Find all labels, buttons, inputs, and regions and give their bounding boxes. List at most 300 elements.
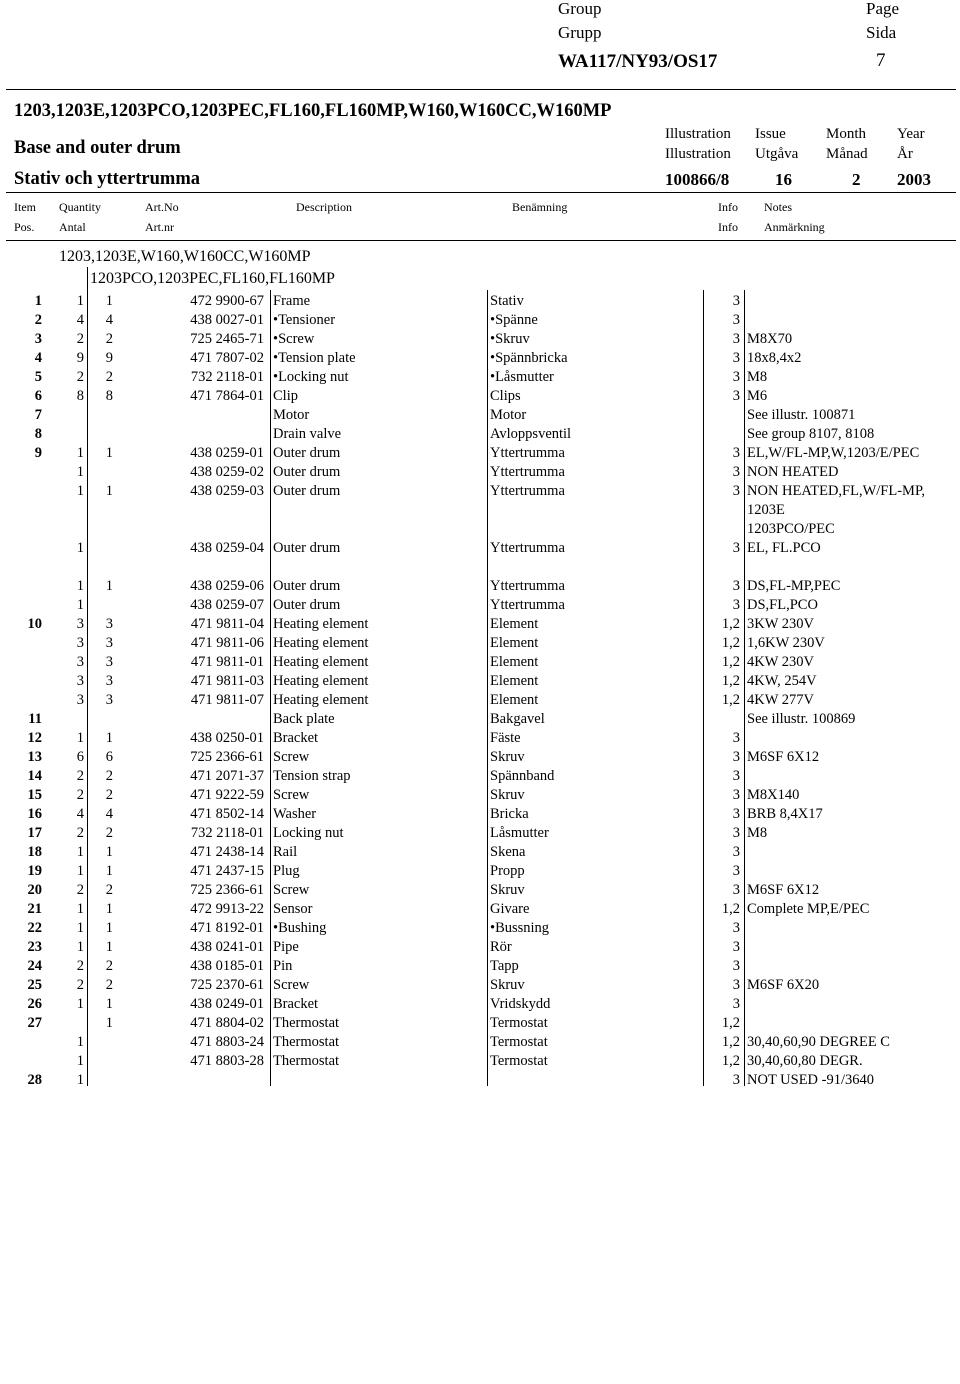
cell-pos: 28 <box>27 1072 42 1088</box>
cell-qty-b: 2 <box>105 958 113 974</box>
month-value: 2 <box>852 170 861 189</box>
cell-pos: 15 <box>27 787 42 803</box>
table-row <box>0 957 960 976</box>
cell-qty-b: 3 <box>105 692 113 708</box>
cell-qty-a: 2 <box>76 331 84 347</box>
cell-benamning: Element <box>490 654 539 670</box>
cell-description: Bracket <box>273 996 319 1012</box>
cell-qty-b: 6 <box>105 749 113 765</box>
cell-info: 1,2 <box>721 1015 740 1031</box>
table-row <box>0 691 960 710</box>
cell-pos: 10 <box>27 616 42 632</box>
year-value: 2003 <box>897 170 931 189</box>
cell-benamning: Yttertrumma <box>490 597 565 613</box>
cell-artno: 471 7807-02 <box>190 350 264 366</box>
cell-qty-a: 9 <box>76 350 84 366</box>
cell-info: 3 <box>732 350 740 366</box>
cell-info: 1,2 <box>721 901 740 917</box>
table-row <box>0 501 960 520</box>
cell-notes: M8X70 <box>747 331 793 347</box>
cell-qty-a: 1 <box>76 939 84 955</box>
cell-qty-a: 2 <box>76 369 84 385</box>
cell-qty-b: 1 <box>105 901 113 917</box>
cell-qty-b: 1 <box>105 293 113 309</box>
cell-info: 3 <box>732 445 740 461</box>
cell-info: 1,2 <box>721 635 740 651</box>
cell-benamning: Rör <box>490 939 512 955</box>
col-info: Info <box>718 200 738 214</box>
table-row <box>0 615 960 634</box>
cell-pos: 5 <box>34 369 42 385</box>
cell-pos: 18 <box>27 844 42 860</box>
cell-info: 3 <box>732 369 740 385</box>
cell-artno: 471 9811-07 <box>190 692 264 708</box>
cell-artno: 471 9222-59 <box>190 787 264 803</box>
cell-qty-a: 1 <box>76 540 84 556</box>
cell-artno: 438 0241-01 <box>190 939 264 955</box>
cell-qty-b: 2 <box>105 882 113 898</box>
cell-qty-b: 1 <box>105 939 113 955</box>
table-row <box>0 729 960 748</box>
table-row <box>0 482 960 501</box>
cell-pos: 27 <box>27 1015 42 1031</box>
cell-qty-a: 2 <box>76 977 84 993</box>
col-quantity-sv: Antal <box>59 220 86 234</box>
cell-info: 3 <box>732 958 740 974</box>
cell-benamning: Stativ <box>490 293 524 309</box>
cell-benamning: Spännband <box>490 768 555 784</box>
cell-info: 3 <box>732 825 740 841</box>
cell-qty-a: 1 <box>76 996 84 1012</box>
cell-notes: BRB 8,4X17 <box>747 806 823 822</box>
cell-description: Screw <box>273 882 310 898</box>
col-notes: Notes <box>764 200 792 214</box>
model-group-2: 1203PCO,1203PEC,FL160,FL160MP <box>90 270 335 287</box>
cell-benamning: Skruv <box>490 749 525 765</box>
cell-qty-b: 1 <box>105 483 113 499</box>
cell-description: •Locking nut <box>273 369 349 385</box>
sida-label: Sida <box>866 23 897 42</box>
cell-notes: 18x8,4x2 <box>747 350 802 366</box>
cell-pos: 9 <box>34 445 42 461</box>
models-title: 1203,1203E,1203PCO,1203PEC,FL160,FL160MP,W160,W160CC,W160MP <box>14 101 612 121</box>
cell-info: 3 <box>732 806 740 822</box>
table-row <box>0 843 960 862</box>
cell-notes: See illustr. 100871 <box>747 407 856 423</box>
cell-qty-b: 2 <box>105 331 113 347</box>
cell-description: Thermostat <box>273 1053 340 1069</box>
cell-artno: 438 0249-01 <box>190 996 264 1012</box>
table-row <box>0 881 960 900</box>
cell-artno: 471 8192-01 <box>190 920 264 936</box>
cell-description: Outer drum <box>273 445 341 461</box>
cell-artno: 438 0259-04 <box>190 540 264 556</box>
cell-description: Screw <box>273 787 310 803</box>
cell-notes: 4KW 230V <box>747 654 814 670</box>
illustration-label: Illustration <box>665 126 731 142</box>
cell-info: 1,2 <box>721 1053 740 1069</box>
page-label: Page <box>866 0 900 18</box>
cell-info: 3 <box>732 388 740 404</box>
cell-pos: 2 <box>34 312 42 328</box>
table-row <box>0 653 960 672</box>
cell-info: 1,2 <box>721 673 740 689</box>
cell-description: Pipe <box>273 939 299 955</box>
title-en: Base and outer drum <box>14 138 181 158</box>
cell-benamning: Propp <box>490 863 525 879</box>
cell-notes: NON HEATED,FL,W/FL-MP, <box>747 483 926 499</box>
cell-description: Tension strap <box>273 768 351 784</box>
table-row <box>0 311 960 330</box>
cell-description: •Screw <box>273 331 315 347</box>
cell-qty-a: 1 <box>76 464 84 480</box>
cell-benamning: Skruv <box>490 977 525 993</box>
table-row <box>0 387 960 406</box>
cell-notes: M6SF 6X12 <box>747 882 820 898</box>
cell-qty-a: 2 <box>76 882 84 898</box>
cell-qty-a: 2 <box>76 958 84 974</box>
cell-description: Heating element <box>273 616 369 632</box>
cell-qty-b: 3 <box>105 654 113 670</box>
cell-info: 3 <box>732 882 740 898</box>
cell-artno: 438 0259-07 <box>190 597 264 613</box>
cell-info: 3 <box>732 768 740 784</box>
cell-description: Motor <box>273 407 310 423</box>
cell-qty-a: 1 <box>76 863 84 879</box>
cell-benamning: •Skruv <box>490 331 530 347</box>
cell-notes: 4KW, 254V <box>747 673 817 689</box>
cell-artno: 471 2071-37 <box>190 768 264 784</box>
cell-pos: 4 <box>34 350 42 366</box>
cell-qty-b: 2 <box>105 977 113 993</box>
cell-pos: 6 <box>34 388 42 404</box>
cell-artno: 725 2465-71 <box>190 331 264 347</box>
table-row <box>0 634 960 653</box>
cell-info: 3 <box>732 730 740 746</box>
cell-benamning: Yttertrumma <box>490 445 565 461</box>
cell-notes: 4KW 277V <box>747 692 814 708</box>
cell-description: Outer drum <box>273 540 341 556</box>
cell-description: Heating element <box>273 635 369 651</box>
col-artno-sv: Art.nr <box>145 220 174 234</box>
cell-benamning: Yttertrumma <box>490 578 565 594</box>
table-row <box>0 444 960 463</box>
cell-qty-b: 2 <box>105 768 113 784</box>
cell-qty-a: 2 <box>76 768 84 784</box>
cell-qty-a: 3 <box>76 673 84 689</box>
cell-artno: 732 2118-01 <box>190 825 264 841</box>
cell-description: Screw <box>273 977 310 993</box>
table-row <box>0 1014 960 1033</box>
cell-qty-b: 1 <box>105 863 113 879</box>
cell-benamning: •Spännbricka <box>490 350 568 366</box>
cell-notes: M6 <box>747 388 768 404</box>
cell-pos: 19 <box>27 863 42 879</box>
cell-qty-a: 1 <box>76 1053 84 1069</box>
col-artno: Art.No <box>145 200 179 214</box>
table-row <box>0 900 960 919</box>
col-item-sv: Pos. <box>14 220 35 234</box>
cell-notes: 30,40,60,90 DEGREE C <box>747 1034 890 1050</box>
cell-benamning: Vridskydd <box>490 996 551 1012</box>
cell-artno: 472 9913-22 <box>190 901 264 917</box>
year-label: Year <box>897 126 925 142</box>
cell-description: Heating element <box>273 673 369 689</box>
cell-benamning: Yttertrumma <box>490 483 565 499</box>
cell-benamning: Yttertrumma <box>490 540 565 556</box>
cell-qty-a: 2 <box>76 825 84 841</box>
cell-description: Thermostat <box>273 1034 340 1050</box>
cell-qty-b: 4 <box>105 312 113 328</box>
cell-pos: 13 <box>27 749 42 765</box>
cell-notes: 1203PCO/PEC <box>747 521 835 537</box>
cell-notes: EL,W/FL-MP,W,1203/E/PEC <box>747 445 920 461</box>
cell-qty-a: 1 <box>76 483 84 499</box>
cell-info: 3 <box>732 977 740 993</box>
cell-artno: 471 8502-14 <box>190 806 264 822</box>
cell-info: 3 <box>732 749 740 765</box>
cell-qty-a: 4 <box>76 312 84 328</box>
cell-pos: 8 <box>34 426 42 442</box>
cell-qty-b: 8 <box>105 388 113 404</box>
cell-description: Outer drum <box>273 597 341 613</box>
cell-pos: 7 <box>34 407 42 423</box>
col-item: Item <box>14 200 36 214</box>
col-description: Description <box>296 200 352 214</box>
cell-benamning: Tapp <box>490 958 519 974</box>
divider-top <box>6 89 956 90</box>
cell-info: 1,2 <box>721 616 740 632</box>
table-row <box>0 938 960 957</box>
cell-info: 3 <box>732 863 740 879</box>
cell-benamning: Termostat <box>490 1015 548 1031</box>
table-row <box>0 976 960 995</box>
cell-description: Pin <box>273 958 293 974</box>
cell-qty-a: 3 <box>76 654 84 670</box>
cell-pos: 20 <box>27 882 42 898</box>
cell-info: 3 <box>732 1072 740 1088</box>
table-row <box>0 425 960 444</box>
table-row <box>0 786 960 805</box>
cell-artno: 471 8803-24 <box>190 1034 264 1050</box>
cell-artno: 438 0259-02 <box>190 464 264 480</box>
cell-qty-a: 1 <box>76 844 84 860</box>
cell-info: 3 <box>732 939 740 955</box>
cell-pos: 17 <box>27 825 42 841</box>
cell-benamning: Skruv <box>490 787 525 803</box>
table-row <box>0 539 960 558</box>
cell-artno: 438 0027-01 <box>190 312 264 328</box>
cell-qty-b: 2 <box>105 787 113 803</box>
cell-description: •Bushing <box>273 920 327 936</box>
cell-artno: 471 8804-02 <box>190 1015 264 1031</box>
cell-pos: 1 <box>34 293 42 309</box>
cell-benamning: Skena <box>490 844 526 860</box>
cell-qty-b: 1 <box>105 844 113 860</box>
cell-benamning: Avloppsventil <box>490 426 572 442</box>
table-row <box>0 710 960 729</box>
group-label: Group <box>558 0 602 18</box>
cell-qty-b: 1 <box>105 920 113 936</box>
col-info-sv: Info <box>718 220 738 234</box>
cell-info: 3 <box>732 464 740 480</box>
cell-pos: 14 <box>27 768 42 784</box>
cell-qty-b: 3 <box>105 635 113 651</box>
cell-info: 1,2 <box>721 692 740 708</box>
divider-columns <box>6 240 956 241</box>
cell-description: Outer drum <box>273 483 341 499</box>
cell-description: •Tension plate <box>273 350 356 366</box>
cell-description: Washer <box>273 806 317 822</box>
cell-artno: 471 7864-01 <box>190 388 264 404</box>
table-row <box>0 596 960 615</box>
issue-label: Issue <box>755 126 786 142</box>
cell-description: Drain valve <box>273 426 342 442</box>
cell-description: Plug <box>273 863 300 879</box>
cell-pos: 24 <box>27 958 42 974</box>
cell-qty-a: 8 <box>76 388 84 404</box>
cell-notes: Complete MP,E/PEC <box>747 901 870 917</box>
cell-notes: See group 8107, 8108 <box>747 426 875 442</box>
col-benamning: Benämning <box>512 200 568 214</box>
cell-description: Sensor <box>273 901 313 917</box>
cell-qty-b: 3 <box>105 616 113 632</box>
table-row <box>0 919 960 938</box>
cell-benamning: Termostat <box>490 1053 548 1069</box>
cell-qty-b: 1 <box>105 1015 113 1031</box>
cell-notes: M6SF 6X20 <box>747 977 820 993</box>
table-row <box>0 1052 960 1071</box>
cell-qty-a: 2 <box>76 787 84 803</box>
cell-qty-a: 3 <box>76 692 84 708</box>
cell-description: Outer drum <box>273 578 341 594</box>
cell-benamning: Bakgavel <box>490 711 545 727</box>
table-row <box>0 672 960 691</box>
cell-info: 3 <box>732 312 740 328</box>
cell-description: Heating element <box>273 692 369 708</box>
month-label: Month <box>826 126 867 142</box>
cell-pos: 11 <box>28 711 42 727</box>
cell-info: 3 <box>732 787 740 803</box>
cell-qty-b: 4 <box>105 806 113 822</box>
cell-pos: 23 <box>27 939 42 955</box>
cell-description: Thermostat <box>273 1015 340 1031</box>
cell-benamning: Givare <box>490 901 530 917</box>
cell-info: 3 <box>732 483 740 499</box>
table-row <box>0 577 960 596</box>
cell-info: 1,2 <box>721 1034 740 1050</box>
cell-pos: 16 <box>27 806 42 822</box>
cell-benamning: Element <box>490 635 539 651</box>
cell-qty-b: 2 <box>105 369 113 385</box>
cell-description: Heating element <box>273 654 369 670</box>
cell-benamning: Termostat <box>490 1034 548 1050</box>
col-notes-sv: Anmärkning <box>764 220 825 234</box>
table-row <box>0 862 960 881</box>
cell-info: 3 <box>732 920 740 936</box>
cell-info: 3 <box>732 331 740 347</box>
cell-qty-b: 2 <box>105 825 113 841</box>
title-sv: Stativ och yttertrumma <box>14 169 200 189</box>
cell-benamning: Element <box>490 616 539 632</box>
cell-info: 3 <box>732 996 740 1012</box>
cell-notes: 30,40,60,80 DEGR. <box>747 1053 863 1069</box>
cell-artno: 472 9900-67 <box>190 293 264 309</box>
cell-qty-b: 3 <box>105 673 113 689</box>
table-row <box>0 406 960 425</box>
cell-artno: 438 0259-03 <box>190 483 264 499</box>
cell-description: Rail <box>273 844 298 860</box>
cell-artno: 438 0259-01 <box>190 445 264 461</box>
cell-qty-a: 1 <box>76 1072 84 1088</box>
cell-artno: 471 9811-06 <box>190 635 264 651</box>
cell-qty-b: 9 <box>105 350 113 366</box>
table-row <box>0 463 960 482</box>
cell-qty-a: 3 <box>76 616 84 632</box>
cell-notes: 3KW 230V <box>747 616 814 632</box>
table-row <box>0 349 960 368</box>
group-value: WA117/NY93/OS17 <box>558 51 718 72</box>
issue-label-sv: Utgåva <box>755 146 799 162</box>
cell-info: 1,2 <box>721 654 740 670</box>
issue-value: 16 <box>775 170 792 189</box>
cell-notes: M6SF 6X12 <box>747 749 820 765</box>
year-label-sv: År <box>897 146 913 162</box>
cell-qty-a: 1 <box>76 1034 84 1050</box>
cell-notes: M8X140 <box>747 787 800 803</box>
cell-qty-a: 1 <box>76 730 84 746</box>
cell-qty-b: 1 <box>105 996 113 1012</box>
cell-artno: 438 0250-01 <box>190 730 264 746</box>
cell-qty-a: 1 <box>76 445 84 461</box>
cell-artno: 471 8803-28 <box>190 1053 264 1069</box>
cell-qty-a: 3 <box>76 635 84 651</box>
cell-benamning: Clips <box>490 388 521 404</box>
cell-benamning: •Spänne <box>490 312 538 328</box>
cell-artno: 438 0259-06 <box>190 578 264 594</box>
cell-benamning: Element <box>490 692 539 708</box>
cell-pos: 12 <box>27 730 42 746</box>
cell-description: Outer drum <box>273 464 341 480</box>
cell-benamning: Element <box>490 673 539 689</box>
cell-pos: 26 <box>27 996 42 1012</box>
divider-title <box>6 192 956 193</box>
cell-description: •Tensioner <box>273 312 336 328</box>
grupp-label: Grupp <box>558 23 602 42</box>
table-row <box>0 330 960 349</box>
cell-description: Frame <box>273 293 311 309</box>
cell-notes: DS,FL,PCO <box>747 597 818 613</box>
cell-notes: NON HEATED <box>747 464 839 480</box>
cell-notes: M8 <box>747 369 768 385</box>
cell-benamning: Motor <box>490 407 527 423</box>
cell-benamning: Yttertrumma <box>490 464 565 480</box>
cell-artno: 725 2370-61 <box>190 977 264 993</box>
cell-artno: 471 2438-14 <box>190 844 264 860</box>
cell-info: 3 <box>732 597 740 613</box>
cell-pos: 22 <box>27 920 42 936</box>
table-row <box>0 368 960 387</box>
cell-benamning: •Låsmutter <box>490 369 554 385</box>
table-row <box>0 995 960 1014</box>
cell-qty-b: 1 <box>105 445 113 461</box>
cell-benamning: Bricka <box>490 806 529 822</box>
month-label-sv: Månad <box>826 146 868 162</box>
cell-pos: 21 <box>27 901 42 917</box>
table-row <box>0 824 960 843</box>
cell-qty-b: 1 <box>105 578 113 594</box>
cell-qty-a: 1 <box>76 293 84 309</box>
